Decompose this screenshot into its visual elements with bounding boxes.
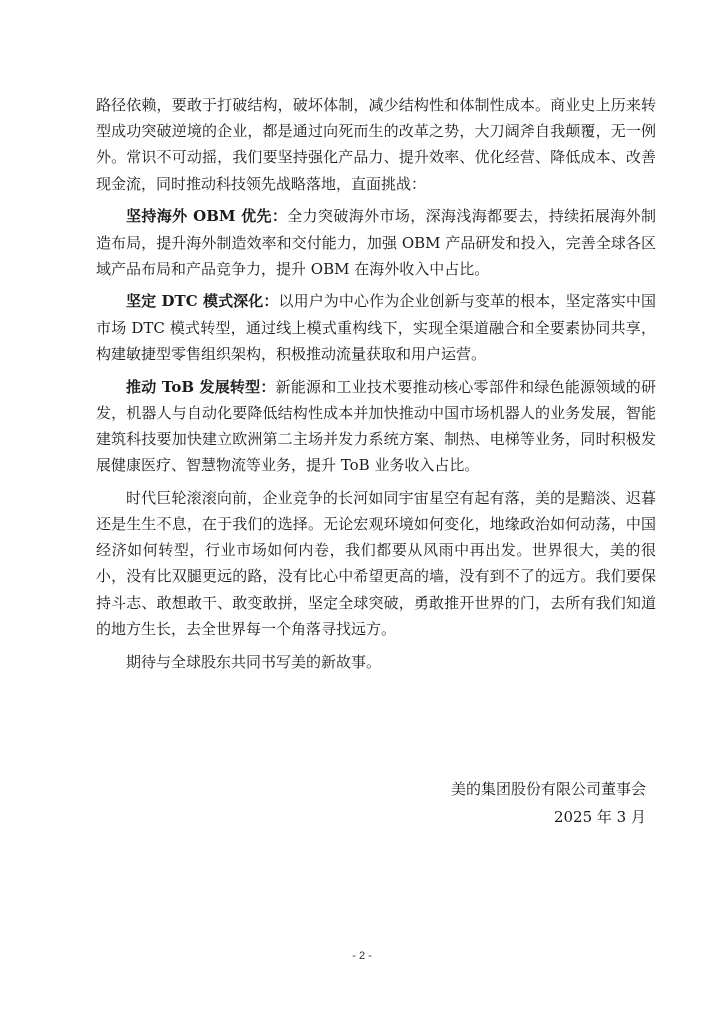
paragraph-era — [96, 485, 656, 642]
page-number: - 2 - — [352, 950, 372, 962]
signature-date: 2025 年 3 月 — [553, 808, 646, 826]
paragraph-heading: 推动 ToB 发展转型： — [126, 377, 276, 396]
paragraph-obm — [96, 203, 656, 282]
paragraph-text: 全力突破海外市场，深海浅海都要去，持续拓展海外制造布局，提升海外制造效率和交付能力，加强 OBM 产品研发和投入，完善全球各区域产品布局和产品竞争力，提升 OBM 在海外收入中占比。 — [96, 207, 656, 278]
paragraph-text: 新能源和工业技术要推动核心零部件和绿色能源领域的研发，机器人与自动化要降低结构性成本并加快推动中国市场机器人的业务发展，智能建筑科技要加快建立欧洲第二主场并发力系统方案、制热、电梯等业务，同时积极发展健康医疗、智慧物流等业务，提升 ToB 业务收入占比。 — [96, 377, 656, 475]
letter-body — [96, 92, 656, 681]
signature-organization: 美的集团股份有限公司董事会 — [450, 780, 646, 798]
paragraph-text: 路径依赖，要敢于打破结构，破坏体制，减少结构性和体制性成本。商业史上历来转型成功突破逆境的企业，都是通过向死而生的改革之势，大刀阔斧自我颠覆，无一例外。常识不可动摇，我们要坚持强化产品力、提升效率、优化经营、降低成本、改善现金流，同时推动科技领先战略落地，直面挑战： — [96, 96, 656, 193]
paragraph-closing — [96, 649, 656, 675]
paragraph-heading: 坚定 DTC 模式深化： — [126, 292, 279, 311]
paragraph-heading: 坚持海外 OBM 优先： — [126, 207, 288, 226]
paragraph-tob — [96, 374, 656, 479]
paragraph-intro-continued — [96, 92, 656, 197]
paragraph-dtc — [96, 288, 656, 367]
paragraph-text: 时代巨轮滚滚向前，企业竞争的长河如同宇宙星空有起有落，美的是黯淡、迟暮还是生生不息，在于我们的选择。无论宏观环境如何变化，地缘政治如何动荡，中国经济如何转型，行业市场如何内卷，我们都要从风雨中再出发。世界很大，美的很小，没有比双腿更远的路，没有比心中希望更高的墙，没有到不了的远方。我们要保持斗志、敢想敢干、敢变敢拼，坚定全球突破，勇敢推开世界的门，去所有我们知道的地方生长，去全世界每一个角落寻找远方。 — [96, 488, 656, 638]
paragraph-text: 期待与全球股东共同书写美的新故事。 — [126, 652, 382, 671]
paragraph-text: 以用户为中心作为企业创新与变革的根本，坚定落实中国市场 DTC 模式转型，通过线上模式重构线下，实现全渠道融合和全要素协同共享，构建敏捷型零售组织架构，积极推动流量获取和用户运营。 — [96, 292, 656, 363]
